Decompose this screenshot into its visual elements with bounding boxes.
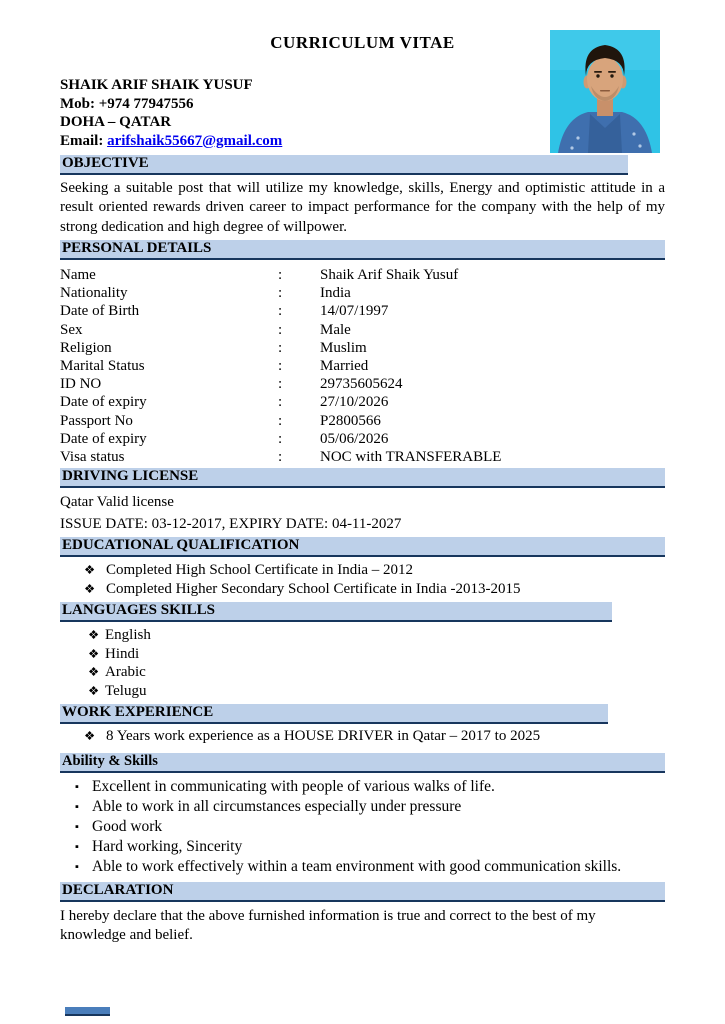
personal-detail-row <box>60 412 665 430</box>
detail-separator: : <box>278 430 283 447</box>
detail-separator: : <box>278 357 283 374</box>
list-item <box>75 777 665 797</box>
detail-label: Sex <box>60 321 83 338</box>
objective-text: Seeking a suitable post that will utilize my knowledge, skills, Energy and optimistic attitude in a result oriented rewards driven career to impact performance for the company with the help of my strong dedication and high degree of willpower. <box>60 180 665 235</box>
personal-details-table <box>60 266 665 466</box>
detail-label: ID NO <box>60 376 102 393</box>
work-experience-list <box>60 727 665 746</box>
languages-list <box>60 626 665 700</box>
list-item-text: Telugu <box>105 682 147 699</box>
section-heading-driving-license: DRIVING LICENSE <box>60 468 665 488</box>
personal-detail-row <box>60 430 665 448</box>
list-item-text: Hindi <box>105 645 140 662</box>
diamond-bullet-icon: ❖ <box>84 729 96 744</box>
diamond-bullet-icon: ❖ <box>88 683 100 698</box>
diamond-bullet-icon: ❖ <box>88 665 100 680</box>
section-heading-education: EDUCATIONAL QUALIFICATION <box>60 537 665 557</box>
personal-detail-row <box>60 393 665 411</box>
list-item-text: Able to work effectively within a team environment with good communication skills. <box>92 857 622 875</box>
list-item <box>88 626 665 645</box>
detail-label: Nationality <box>60 285 128 302</box>
next-section-fragment <box>65 1007 110 1016</box>
diamond-bullet-icon: ❖ <box>84 581 96 596</box>
detail-value: Married <box>320 357 369 374</box>
detail-label: Marital Status <box>60 357 145 374</box>
square-bullet-icon: ▪ <box>75 840 79 853</box>
personal-detail-row <box>60 266 665 284</box>
personal-detail-row <box>60 302 665 320</box>
candidate-name: SHAIK ARIF SHAIK YUSUF <box>60 77 253 93</box>
list-item <box>88 645 665 664</box>
email-link[interactable]: arifshaik55667@gmail.com <box>107 132 283 149</box>
section-heading-objective: OBJECTIVE <box>60 155 628 175</box>
detail-label: Passport No <box>60 412 133 429</box>
detail-separator: : <box>278 321 283 338</box>
detail-value: 05/06/2026 <box>320 430 389 447</box>
mobile-label: Mob: <box>60 95 95 112</box>
list-item <box>84 561 665 580</box>
detail-separator: : <box>278 394 283 411</box>
driving-license-line: ISSUE DATE: 03-12-2017, EXPIRY DATE: 04-11-2027 <box>60 516 402 533</box>
list-item <box>84 727 665 746</box>
square-bullet-icon: ▪ <box>75 820 79 833</box>
square-bullet-icon: ▪ <box>75 860 79 873</box>
detail-value: India <box>320 285 351 302</box>
list-item-text: Completed Higher Secondary School Certificate in India -2013-2015 <box>106 580 521 597</box>
section-heading-languages: LANGUAGES SKILLS <box>60 602 612 622</box>
detail-value: NOC with TRANSFERABLE <box>320 448 502 465</box>
detail-label: Visa status <box>60 448 125 465</box>
diamond-bullet-icon: ❖ <box>88 646 100 661</box>
list-item <box>75 837 665 857</box>
abilities-list <box>60 777 665 877</box>
list-item <box>88 682 665 701</box>
profile-photo-image <box>550 30 660 153</box>
detail-label: Date of Birth <box>60 303 140 320</box>
section-heading-declaration: DECLARATION <box>60 882 665 902</box>
detail-value: 29735605624 <box>320 376 403 393</box>
detail-label: Date of expiry <box>60 394 147 411</box>
list-item <box>88 663 665 682</box>
list-item <box>75 797 665 817</box>
detail-label: Name <box>60 266 96 283</box>
personal-detail-row <box>60 375 665 393</box>
personal-detail-row <box>60 357 665 375</box>
detail-separator: : <box>278 376 283 393</box>
diamond-bullet-icon: ❖ <box>88 628 100 643</box>
list-item-text: 8 Years work experience as a HOUSE DRIVER in Qatar – 2017 to 2025 <box>106 728 541 745</box>
detail-separator: : <box>278 339 283 356</box>
list-item-text: Able to work in all circumstances especially under pressure <box>92 797 462 815</box>
list-item <box>75 857 665 877</box>
list-item <box>75 817 665 837</box>
section-heading-abilities: Ability & Skills <box>60 753 665 773</box>
detail-separator: : <box>278 266 283 283</box>
detail-value: P2800566 <box>320 412 381 429</box>
list-item-text: Hard working, Sincerity <box>92 837 243 855</box>
list-item-text: Completed High School Certificate in India – 2012 <box>106 562 414 579</box>
profile-photo <box>550 30 660 153</box>
detail-label: Date of expiry <box>60 430 147 447</box>
education-list <box>60 561 665 598</box>
section-heading-work-experience: WORK EXPERIENCE <box>60 704 608 724</box>
detail-separator: : <box>278 448 283 465</box>
personal-detail-row <box>60 284 665 302</box>
mobile-value: +974 77947556 <box>98 95 194 112</box>
detail-label: Religion <box>60 339 112 356</box>
detail-value: Male <box>320 321 351 338</box>
page-title: CURRICULUM VITAE <box>270 33 455 52</box>
list-item-text: English <box>105 627 151 644</box>
declaration-text: I hereby declare that the above furnished information is true and correct to the best of my knowledge and belief. <box>60 907 596 944</box>
list-item-text: Excellent in communicating with people of various walks of life. <box>92 777 495 795</box>
email-label: Email: <box>60 132 104 149</box>
square-bullet-icon: ▪ <box>75 800 79 813</box>
detail-separator: : <box>278 412 283 429</box>
location-text: DOHA – QATAR <box>60 114 172 130</box>
detail-value: Shaik Arif Shaik Yusuf <box>320 266 459 283</box>
section-heading-personal-details: PERSONAL DETAILS <box>60 240 665 260</box>
detail-value: 27/10/2026 <box>320 394 389 411</box>
list-item <box>84 580 665 599</box>
detail-separator: : <box>278 303 283 320</box>
personal-detail-row <box>60 448 665 466</box>
driving-license-line: Qatar Valid license <box>60 494 174 511</box>
detail-value: Muslim <box>320 339 367 356</box>
square-bullet-icon: ▪ <box>75 780 79 793</box>
detail-value: 14/07/1997 <box>320 303 389 320</box>
personal-detail-row <box>60 339 665 357</box>
personal-detail-row <box>60 321 665 339</box>
list-item-text: Arabic <box>105 664 146 681</box>
detail-separator: : <box>278 285 283 302</box>
diamond-bullet-icon: ❖ <box>84 563 96 578</box>
list-item-text: Good work <box>92 817 163 835</box>
